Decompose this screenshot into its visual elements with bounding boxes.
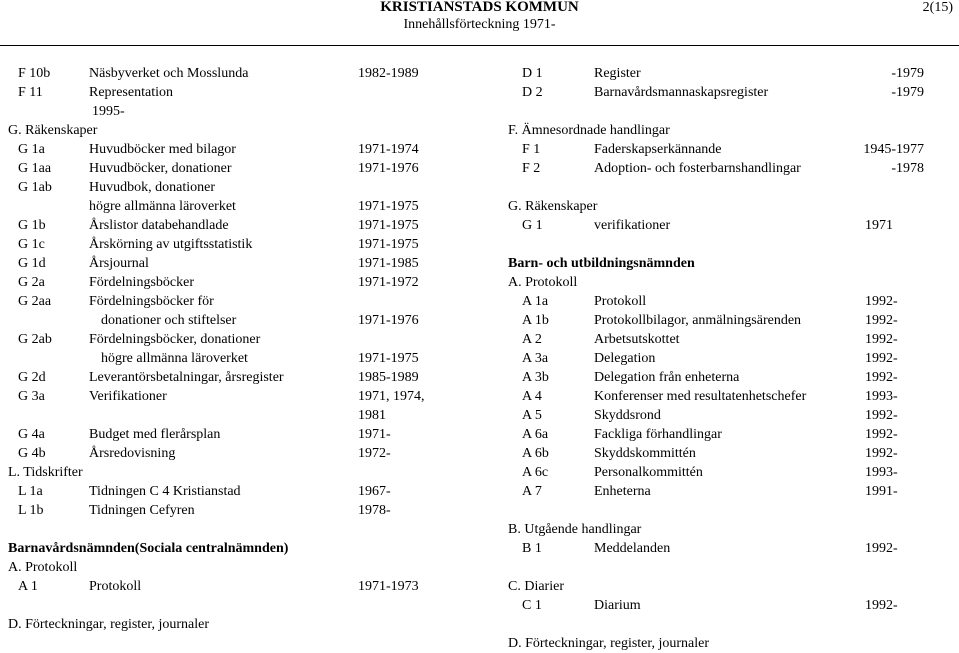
entry-years: 1992- (865, 313, 898, 328)
heading-text: G. Räkenskaper (8, 123, 98, 138)
list-item (8, 349, 448, 368)
spacer (508, 558, 948, 577)
entry-description: Representation (89, 85, 173, 100)
spacer (508, 615, 948, 634)
entry-years: 1992- (865, 446, 898, 461)
list-item (508, 330, 948, 349)
heading-text: D. Förteckningar, register, journaler (508, 636, 710, 651)
list-item (8, 83, 448, 102)
entry-years: 1971-1985 (358, 256, 419, 271)
entry-code: G 2aa (18, 294, 52, 309)
entry-description: Personalkommittén (594, 465, 703, 480)
section-heading (8, 121, 448, 140)
section-heading (508, 520, 948, 539)
entry-years: -1978 (891, 161, 924, 176)
entry-years: 1971-1973 (358, 579, 419, 594)
entry-description: Faderskapserkännande (594, 142, 722, 157)
list-item (8, 273, 448, 292)
page-number: 2(15) (922, 0, 953, 15)
list-item (508, 64, 948, 83)
list-item (508, 463, 948, 482)
list-item (8, 311, 448, 330)
entry-years: 1992- (865, 351, 898, 366)
entry-code: F 11 (18, 85, 43, 100)
section-heading (508, 577, 948, 596)
entry-years: 1971-1976 (358, 313, 419, 328)
entry-code: D 1 (522, 66, 543, 81)
entry-code: D 2 (522, 85, 543, 100)
entry-description: donationer och stiftelser (101, 313, 237, 328)
list-item (8, 159, 448, 178)
entry-description: Fördelningsböcker (89, 275, 194, 290)
page-subtitle: Innehållsförteckning 1971- (403, 17, 556, 32)
list-item (8, 235, 448, 254)
entry-description: Budget med flerårsplan (89, 427, 221, 442)
entry-code: C 1 (522, 598, 542, 613)
entry-years: 1971-1975 (358, 218, 419, 233)
list-item (8, 102, 448, 121)
entry-code: G 2d (18, 370, 46, 385)
spacer (508, 235, 948, 254)
entry-years: 1967- (358, 484, 391, 499)
entry-code: G 1c (18, 237, 45, 252)
spacer (8, 520, 448, 539)
spacer (8, 596, 448, 615)
heading-text: F. Ämnesordnade handlingar (508, 123, 670, 138)
entry-code: G 2a (18, 275, 45, 290)
committee-heading (8, 539, 448, 558)
entry-description: Enheterna (594, 484, 651, 499)
entry-description: Tidningen Cefyren (89, 503, 195, 518)
page-title: KRISTIANSTADS KOMMUN (380, 0, 579, 15)
entry-years: 1978- (358, 503, 391, 518)
entry-code: A 6a (522, 427, 549, 442)
list-item (508, 596, 948, 615)
entry-description: Konferenser med resultatenhetschefer (594, 389, 807, 404)
entry-description: Årsjournal (89, 256, 149, 271)
entry-years: 1971, 1974, (358, 389, 425, 404)
heading-text: L. Tidskrifter (8, 465, 83, 480)
list-item (8, 482, 448, 501)
entry-years: 1945-1977 (863, 142, 924, 157)
list-item (8, 577, 448, 596)
list-item (8, 387, 448, 406)
list-item (508, 368, 948, 387)
entry-years: -1979 (891, 85, 924, 100)
list-item (508, 140, 948, 159)
entry-years: 1971-1974 (358, 142, 419, 157)
left-column (8, 64, 448, 634)
list-item (8, 368, 448, 387)
entry-description: Årsredovisning (89, 446, 176, 461)
entry-years: 1971-1975 (358, 199, 419, 214)
list-item (8, 501, 448, 520)
entry-years: 1992- (865, 332, 898, 347)
entry-years: 1971-1975 (358, 237, 419, 252)
entry-code: A 1 (18, 579, 38, 594)
entry-description: Diarium (594, 598, 641, 613)
entry-description: Barnavårdsmannaskapsregister (594, 85, 769, 100)
spacer (508, 178, 948, 197)
entry-code: F 2 (522, 161, 541, 176)
entry-code: F 1 (522, 142, 541, 157)
entry-years: 1992- (865, 294, 898, 309)
entry-years: 1993- (865, 389, 898, 404)
entry-description: Delegation från enheterna (594, 370, 740, 385)
entry-description: Protokoll (89, 579, 142, 594)
entry-description: Skyddskommittén (594, 446, 696, 461)
entry-years: 1982-1989 (358, 66, 419, 81)
list-item (508, 83, 948, 102)
header-divider (0, 45, 959, 46)
heading-text: A. Protokoll (508, 275, 578, 290)
entry-code: G 1d (18, 256, 46, 271)
heading-text: Barn- och utbildningsnämnden (508, 256, 695, 271)
entry-code: A 6c (522, 465, 549, 480)
entry-code: G 2ab (18, 332, 52, 347)
entry-code: A 2 (522, 332, 542, 347)
entry-years: 1981 (358, 408, 386, 423)
entry-description: Fördelningsböcker, donationer (89, 332, 261, 347)
heading-text: Barnavårdsnämnden(Sociala centralnämnden) (8, 541, 289, 556)
entry-description: 1995- (92, 104, 125, 119)
list-item (508, 425, 948, 444)
section-heading (508, 121, 948, 140)
entry-code: L 1a (18, 484, 43, 499)
heading-text: A. Protokoll (8, 560, 78, 575)
entry-description: Protokoll (594, 294, 647, 309)
list-item (508, 216, 948, 235)
entry-code: F 10b (18, 66, 51, 81)
entry-years: 1971- (358, 427, 391, 442)
list-item (8, 254, 448, 273)
entry-description: Årskörning av utgiftsstatistik (89, 237, 253, 252)
entry-description: Arbetsutskottet (594, 332, 680, 347)
section-heading (508, 273, 948, 292)
list-item (8, 178, 448, 197)
entry-years: 1992- (865, 370, 898, 385)
heading-text: C. Diarier (508, 579, 564, 594)
entry-years: 1992- (865, 408, 898, 423)
heading-text: G. Räkenskaper (508, 199, 598, 214)
entry-code: G 4a (18, 427, 45, 442)
heading-text: D. Förteckningar, register, journaler (8, 617, 210, 632)
list-item (508, 406, 948, 425)
section-heading (508, 197, 948, 216)
list-item (508, 292, 948, 311)
entry-description: Skyddsrond (594, 408, 661, 423)
entry-years: 1992- (865, 427, 898, 442)
entry-description: Huvudböcker, donationer (89, 161, 232, 176)
entry-description: Verifikationer (89, 389, 167, 404)
entry-code: A 3b (522, 370, 549, 385)
entry-description: högre allmänna läroverket (101, 351, 248, 366)
list-item (508, 539, 948, 558)
entry-description: Huvudböcker med bilagor (89, 142, 236, 157)
entry-description: högre allmänna läroverket (89, 199, 236, 214)
section-heading (8, 615, 448, 634)
entry-code: G 1ab (18, 180, 52, 195)
entry-code: A 1a (522, 294, 549, 309)
entry-code: G 4b (18, 446, 46, 461)
entry-description: Tidningen C 4 Kristianstad (89, 484, 241, 499)
spacer (508, 102, 948, 121)
right-column (508, 64, 948, 653)
heading-text: B. Utgående handlingar (508, 522, 642, 537)
entry-description: Fackliga förhandlingar (594, 427, 722, 442)
entry-years: 1972- (358, 446, 391, 461)
list-item (8, 330, 448, 349)
entry-code: L 1b (18, 503, 44, 518)
entry-years: 1971-1976 (358, 161, 419, 176)
entry-code: A 5 (522, 408, 542, 423)
entry-code: A 6b (522, 446, 549, 461)
page-header (0, 0, 959, 40)
entry-years: -1979 (891, 66, 924, 81)
entry-years: 1992- (865, 541, 898, 556)
entry-code: A 7 (522, 484, 542, 499)
entry-years: 1991- (865, 484, 898, 499)
entry-code: B 1 (522, 541, 542, 556)
entry-code: A 3a (522, 351, 549, 366)
entry-years: 1985-1989 (358, 370, 419, 385)
list-item (8, 406, 448, 425)
section-heading (8, 558, 448, 577)
entry-description: Adoption- och fosterbarnshandlingar (594, 161, 801, 176)
list-item (508, 444, 948, 463)
spacer (508, 501, 948, 520)
section-heading (508, 634, 948, 653)
entry-code: A 1b (522, 313, 549, 328)
list-item (508, 349, 948, 368)
entry-years: 1993- (865, 465, 898, 480)
entry-code: G 1aa (18, 161, 52, 176)
entry-description: Fördelningsböcker för (89, 294, 214, 309)
entry-description: Register (594, 66, 641, 81)
entry-description: Delegation (594, 351, 656, 366)
entry-description: Leverantörsbetalningar, årsregister (89, 370, 284, 385)
section-heading (8, 463, 448, 482)
entry-years: 1971-1975 (358, 351, 419, 366)
list-item (508, 311, 948, 330)
entry-code: G 1b (18, 218, 46, 233)
entry-description: Årslistor databehandlade (89, 218, 229, 233)
entry-code: G 1a (18, 142, 45, 157)
entry-code: G 1 (522, 218, 543, 233)
entry-description: Näsbyverket och Mosslunda (89, 66, 249, 81)
list-item (8, 197, 448, 216)
list-item (8, 292, 448, 311)
list-item (8, 140, 448, 159)
entry-description: Meddelanden (594, 541, 671, 556)
entry-years: 1971-1972 (358, 275, 419, 290)
entry-years: 1971 (865, 218, 893, 233)
list-item (8, 64, 448, 83)
entry-description: Huvudbok, donationer (89, 180, 215, 195)
committee-heading (508, 254, 948, 273)
list-item (8, 216, 448, 235)
entry-code: G 3a (18, 389, 45, 404)
list-item (508, 159, 948, 178)
entry-description: Protokollbilagor, anmälningsärenden (594, 313, 802, 328)
entry-code: A 4 (522, 389, 542, 404)
list-item (8, 444, 448, 463)
list-item (8, 425, 448, 444)
entry-years: 1992- (865, 598, 898, 613)
entry-description: verifikationer (594, 218, 671, 233)
list-item (508, 387, 948, 406)
list-item (508, 482, 948, 501)
